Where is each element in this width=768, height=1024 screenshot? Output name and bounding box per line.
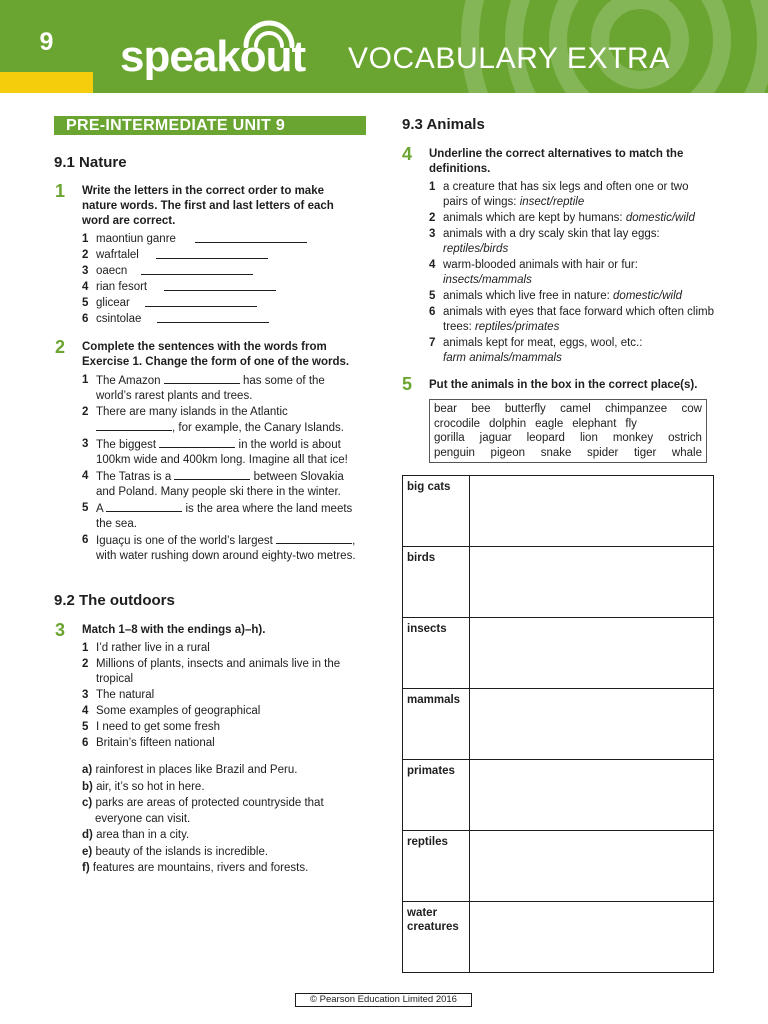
exercise-number: 1	[55, 181, 66, 201]
exercise-1-list	[82, 232, 352, 328]
list-item: 3 animals with a dry scaly skin that lay eggs: reptiles/birds	[429, 228, 660, 255]
speakout-logo: speakout	[120, 32, 306, 81]
list-item: 2 Millions of plants, insects and animals live in the tropical	[82, 658, 341, 685]
list-item: 5 glicear	[82, 296, 352, 311]
category-label: water creatures	[403, 902, 470, 973]
table-row	[403, 902, 714, 973]
exercise-instruction: Underline the correct alternatives to match the definitions.	[429, 148, 684, 175]
category-label: primates	[403, 760, 470, 831]
answer-blank[interactable]	[164, 280, 276, 291]
table-row	[403, 760, 714, 831]
exercise-instruction: Write the letters in the correct order to make nature words. The first and last letters of each word are correct.	[82, 185, 334, 227]
header-title: VOCABULARY EXTRA	[348, 42, 670, 75]
unit-number: 9	[39, 28, 54, 56]
unit-bar: PRE-INTERMEDIATE UNIT 9	[54, 116, 366, 135]
category-label: big cats	[403, 476, 470, 547]
word-box	[429, 399, 707, 463]
list-item: 2 animals which are kept by humans: domestic/wild	[429, 212, 695, 224]
table-row	[403, 547, 714, 618]
answer-cell[interactable]	[469, 618, 713, 689]
category-table	[402, 475, 714, 973]
alternative-options[interactable]: insects/mammals	[443, 274, 532, 286]
exercise-number: 3	[55, 620, 66, 640]
alternative-options[interactable]: farm animals/mammals	[443, 352, 562, 364]
list-item: 1 maontiun ganre	[82, 232, 352, 247]
list-item: 3 The natural	[82, 689, 155, 701]
section-title-outdoors: 9.2 The outdoors	[54, 592, 175, 609]
alternative-options[interactable]: reptiles/birds	[443, 243, 509, 255]
table-row	[403, 476, 714, 547]
table-row	[403, 831, 714, 902]
list-item: f) features are mountains, rivers and forests.	[82, 862, 309, 874]
list-item: 2 There are many islands in the Atlantic , for example, the Canary Islands.	[82, 406, 344, 434]
list-item: 6 animals with eyes that face forward which often climb trees: reptiles/primates	[429, 306, 715, 333]
answer-cell[interactable]	[469, 476, 713, 547]
alternative-options[interactable]: reptiles/primates	[474, 321, 560, 333]
answer-blank[interactable]	[174, 469, 250, 480]
logo-arc-icon	[238, 18, 300, 48]
list-item: 3 The biggest in the world is about 100km wide and 400km long. Imagine all that ice!	[82, 438, 348, 466]
answer-cell[interactable]	[469, 902, 713, 973]
exercise-3-list	[82, 641, 352, 752]
exercise-instruction: Put the animals in the box in the correct place(s).	[429, 379, 698, 391]
list-item: a) rainforest in places like Brazil and Peru.	[82, 764, 298, 776]
answer-blank[interactable]	[141, 264, 253, 275]
word-row: penguin pigeon snake spider tiger whale	[434, 446, 702, 459]
list-item: 1 I’d rather live in a rural	[82, 642, 210, 654]
exercise-2-list	[82, 373, 362, 565]
section-title-animals: 9.3 Animals	[402, 116, 485, 133]
word-row: gorilla jaguar leopard lion monkey ostrich	[434, 432, 702, 444]
list-item: 1 a creature that has six legs and often one or two pairs of wings: insect/reptile	[429, 181, 689, 208]
list-item: 4 rian fesort	[82, 280, 352, 295]
list-item: 3 oaecn	[82, 264, 352, 279]
answer-cell[interactable]	[469, 547, 713, 618]
answer-blank[interactable]	[276, 533, 352, 544]
list-item: 6 Britain’s fifteen national	[82, 737, 215, 749]
list-item: 4 The Tatras is a between Slovakia and Poland. Many people ski there in the winter.	[82, 470, 344, 498]
exercise-4-list	[429, 180, 714, 367]
word-row: crocodile dolphin eagle elephant fly	[434, 417, 637, 430]
exercise-instruction: Complete the sentences with the words from Exercise 1. Change the form of one of the words.	[82, 341, 350, 368]
page-header	[0, 0, 768, 93]
exercise-number: 2	[55, 337, 66, 357]
table-row	[403, 618, 714, 689]
answer-blank[interactable]	[145, 296, 257, 307]
section-title-nature: 9.1 Nature	[54, 154, 127, 171]
answer-blank[interactable]	[157, 312, 269, 323]
list-item: c) parks are areas of protected countryside that everyone can visit.	[82, 797, 324, 825]
list-item: b) air, it’s so hot in here.	[82, 780, 205, 793]
list-item: d) area than in a city.	[82, 829, 190, 841]
list-item: e) beauty of the islands is incredible.	[82, 845, 269, 858]
word-row: bear bee butterfly camel chimpanzee cow	[434, 403, 702, 415]
category-label: mammals	[403, 689, 470, 760]
answer-blank[interactable]	[156, 248, 268, 259]
answer-cell[interactable]	[469, 689, 713, 760]
alternative-options[interactable]: domestic/wild	[613, 290, 683, 302]
list-item: 6 csintolae	[82, 312, 352, 327]
category-label: insects	[403, 618, 470, 689]
list-item: 5 A is the area where the land meets the sea.	[82, 502, 353, 530]
alternative-options[interactable]: domestic/wild	[625, 212, 695, 224]
category-label: reptiles	[403, 831, 470, 902]
answer-blank[interactable]	[96, 420, 172, 431]
exercise-3-endings	[82, 763, 357, 878]
copyright-footer: © Pearson Education Limited 2016	[295, 993, 472, 1007]
answer-cell[interactable]	[469, 831, 713, 902]
exercise-instruction: Match 1–8 with the endings a)–h).	[82, 624, 266, 636]
list-item: 5 animals which live free in nature: domestic/wild	[429, 290, 683, 302]
exercise-number: 5	[402, 374, 413, 394]
table-row	[403, 689, 714, 760]
list-item: 5 I need to get some fresh	[82, 721, 221, 733]
list-item: 4 Some examples of geographical	[82, 705, 261, 717]
answer-cell[interactable]	[469, 760, 713, 831]
list-item: 7 animals kept for meat, eggs, wool, etc.: farm animals/mammals	[429, 337, 643, 364]
list-item: 6 Iguaçu is one of the world’s largest , with water rushing down around eighty-two metres.	[82, 534, 356, 562]
category-label: birds	[403, 547, 470, 618]
answer-blank[interactable]	[106, 501, 182, 512]
list-item: 2 wafrtalel	[82, 248, 352, 263]
alternative-options[interactable]: insect/reptile	[519, 196, 585, 208]
answer-blank[interactable]	[164, 373, 240, 384]
list-item: 4 warm-blooded animals with hair or fur: insects/mammals	[429, 259, 638, 286]
answer-blank[interactable]	[195, 232, 307, 243]
exercise-number: 4	[402, 144, 413, 164]
list-item: 1 The Amazon has some of the world’s rarest plants and trees.	[82, 374, 325, 402]
answer-blank[interactable]	[159, 437, 235, 448]
